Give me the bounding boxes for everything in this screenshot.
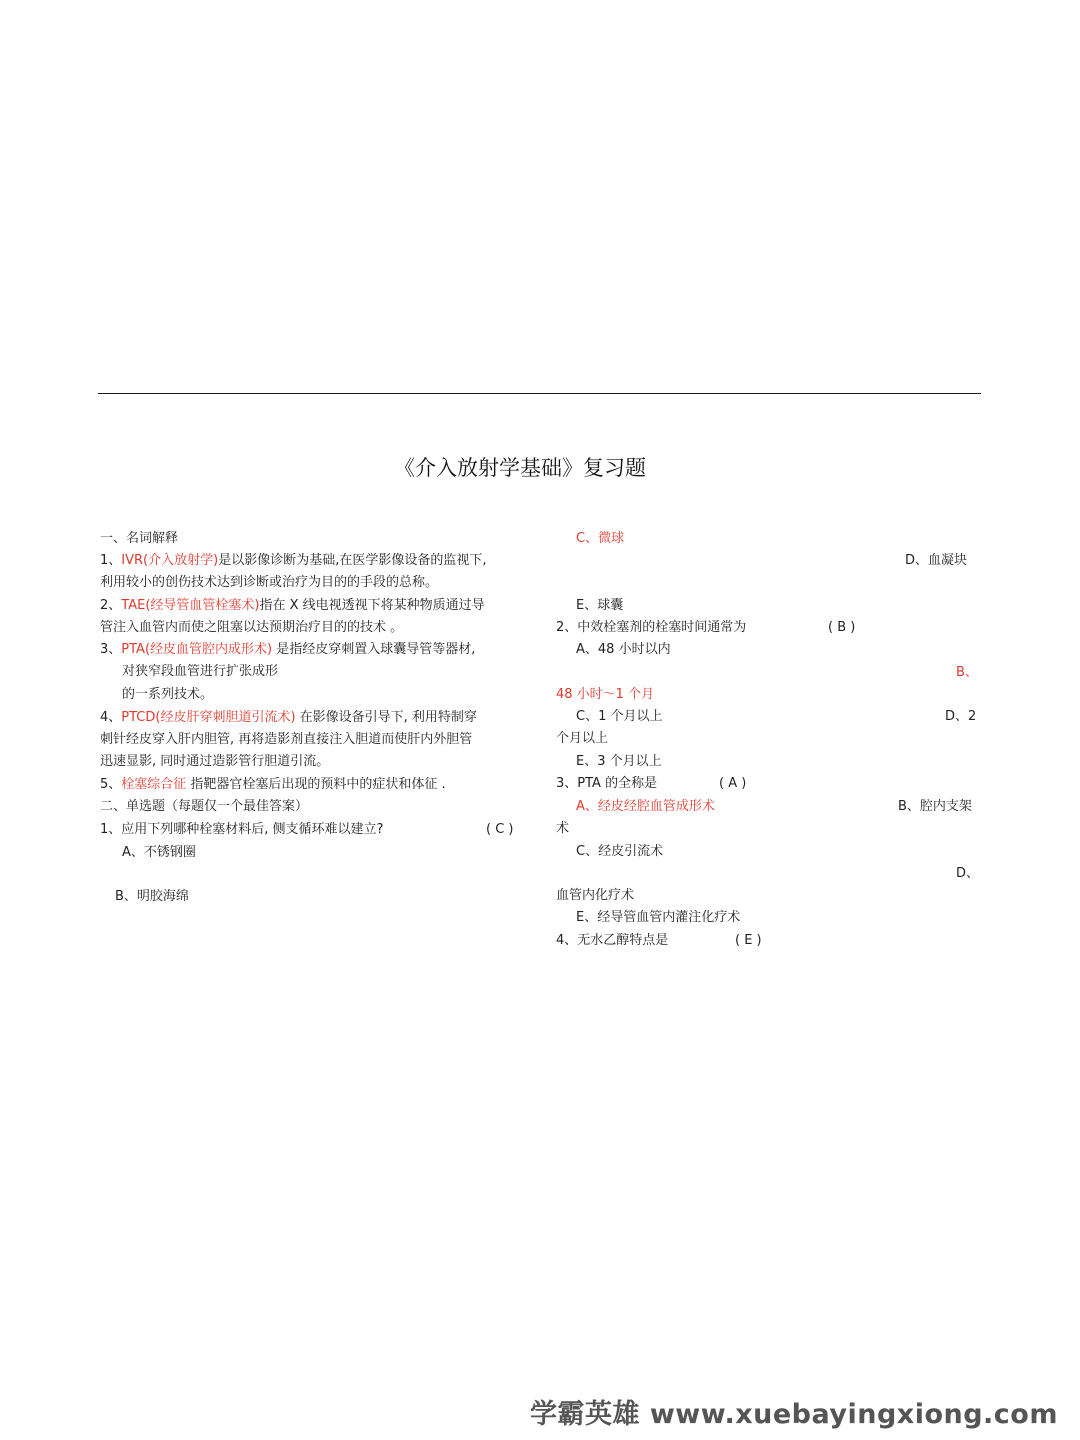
term-3-line [100, 641, 475, 659]
question-1-option-a: A、不锈钢圈 [122, 845, 196, 860]
question-3-option-b-label: B、腔内支架 [898, 799, 972, 814]
question-3-option-b-text: 术 [556, 821, 570, 836]
question-3-option-a: A、经皮经腔血管成形术 [576, 799, 715, 814]
term-3-number: 3、 [100, 642, 122, 657]
question-2-text: 2、中效栓塞剂的栓塞时间通常为 [556, 620, 747, 635]
term-4-definition-end: 迅速显影, 同时通过造影管行胆道引流。 [100, 754, 330, 769]
term-5-name: 栓塞综合征 [121, 777, 187, 792]
term-1-line [100, 552, 486, 570]
term-4-name: PTCD(经皮肝穿刺胆道引流术) [121, 710, 296, 725]
question-2-option-c: C、1 个月以上 [576, 709, 663, 724]
question-2-option-d-text: 个月以上 [556, 731, 609, 746]
section-heading-single-choice: 二、单选题（每题仅一个最佳答案） [100, 799, 309, 814]
question-3-text: 3、PTA 的全称是 [556, 776, 658, 791]
term-2-definition: 指在 X 线电视透视下将某种物质通过导 [259, 598, 485, 613]
question-1-option-d: D、血凝块 [905, 553, 968, 568]
term-4-definition-cont: 刺针经皮穿入肝内胆管, 再将造影剂直接注入胆道而使肝内外胆管 [100, 732, 473, 747]
term-5-number: 5、 [100, 777, 122, 792]
question-3-option-c: C、经皮引流术 [576, 844, 664, 859]
term-3-definition-end: 的一系列技术。 [122, 687, 214, 702]
question-2-option-e: E、3 个月以上 [576, 754, 662, 769]
question-1-option-e: E、球囊 [576, 598, 624, 613]
header-rule [98, 393, 981, 394]
term-4-definition: 在影像设备引导下, 利用特制穿 [295, 710, 477, 725]
term-3-definition: 是指经皮穿刺置入球囊导管等器材, [272, 642, 476, 657]
term-5-line [100, 776, 446, 794]
question-3-option-d-text: 血管内化疗术 [556, 888, 635, 903]
term-1-definition-cont: 利用较小的创伤技术达到诊断或治疗为目的的手段的总称。 [100, 575, 439, 590]
question-3-option-d-label: D、 [956, 866, 980, 881]
question-2-answer: ( B ) [828, 620, 856, 635]
term-1-definition: 是以影像诊断为基础,在医学影像设备的监视下, [218, 553, 487, 568]
document-title: 《介入放射学基础》复习题 [394, 456, 646, 480]
term-2-definition-cont: 管注入血管内而使之阻塞以达预期治疗目的的技术 。 [100, 620, 404, 635]
question-2-option-b-label: B、 [956, 665, 978, 680]
question-3-answer: ( A ) [719, 776, 747, 791]
question-2-option-b-text: 48 小时～1 个月 [556, 687, 655, 702]
term-5-definition: 指靶器官栓塞后出现的预料中的症状和体征 . [186, 777, 446, 792]
term-4-number: 4、 [100, 710, 122, 725]
term-3-name: PTA(经皮血管腔内成形术) [121, 642, 273, 657]
section-heading-terms: 一、名词解释 [100, 531, 179, 546]
term-1-name: IVR(介入放射学) [121, 553, 219, 568]
question-2-option-a: A、48 小时以内 [576, 642, 671, 657]
term-3-definition-cont: 对狭窄段血管进行扩张成形 [122, 664, 279, 679]
term-2-number: 2、 [100, 598, 122, 613]
question-3-option-e: E、经导管血管内灌注化疗术 [576, 910, 741, 925]
question-1-option-b: B、明胶海绵 [115, 889, 189, 904]
term-2-line [100, 597, 485, 615]
watermark-footer: 学霸英雄 www.xuebayingxiong.com [529, 1399, 1058, 1430]
question-4-answer: ( E ) [735, 933, 762, 948]
term-2-name: TAE(经导管血管栓塞术) [121, 598, 260, 613]
question-4-text: 4、无水乙醇特点是 [556, 933, 669, 948]
term-1-number: 1、 [100, 553, 122, 568]
question-1-option-c: C、微球 [576, 531, 625, 546]
question-1-answer: ( C ) [486, 822, 514, 837]
question-1-text: 1、应用下列哪种栓塞材料后, 侧支循环难以建立? [100, 822, 384, 837]
question-2-option-d-label: D、2 [945, 709, 977, 724]
term-4-line [100, 709, 477, 727]
